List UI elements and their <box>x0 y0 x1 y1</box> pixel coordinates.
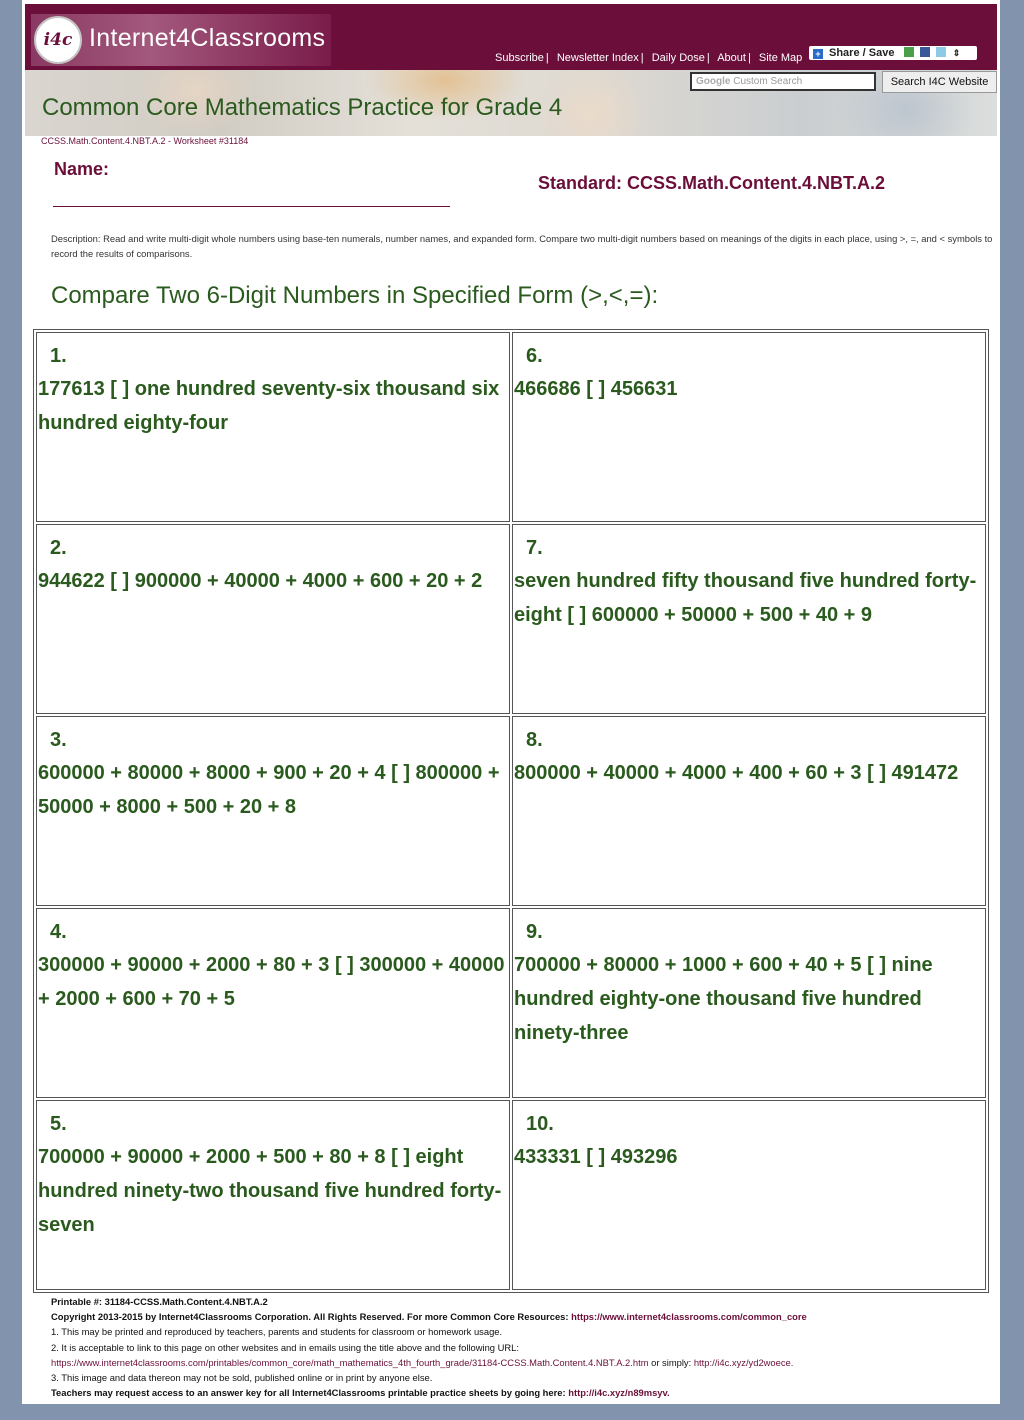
nav-daily-dose[interactable]: Daily Dose <box>651 52 705 64</box>
printable-number: Printable #: 31184-CCSS.Math.Content.4.NBT.A.2 <box>51 1296 268 1307</box>
question-cell <box>36 908 510 1098</box>
question-text: 800000 + 40000 + 4000 + 400 + 60 + 3 [ ] 491472 <box>514 762 959 784</box>
copyright-text: Copyright 2013-2015 by Internet4Classrooms Corporation. All Rights Reserved. For more Common Core Resources: <box>51 1311 572 1323</box>
question-number: 8. <box>526 729 543 751</box>
question-cell <box>512 908 986 1098</box>
logo-wordmark: Internet4Classrooms <box>89 24 326 52</box>
worksheet-url-link[interactable]: https://www.internet4classrooms.com/printables/common_core/math_mathematics_4th_fourth_grade/31184-CCSS.Math.Content.4.NBT.A.2.htm <box>51 1356 649 1368</box>
share-save-label: Share / Save <box>829 47 895 59</box>
page-title: Common Core Mathematics Practice for Grade 4 <box>42 94 563 121</box>
question-number: 2. <box>50 537 67 559</box>
footer <box>51 1294 991 1400</box>
nav-site-map[interactable]: Site Map <box>758 52 803 64</box>
question-number: 9. <box>526 921 543 943</box>
site-header <box>25 4 997 70</box>
short-url-link[interactable]: http://i4c.xyz/yd2woece. <box>693 1356 794 1368</box>
question-number: 7. <box>526 537 543 559</box>
question-cell <box>512 1100 986 1290</box>
question-text: seven hundred fifty thousand five hundred forty-eight [ ] 600000 + 50000 + 500 + 40 + 9 <box>514 570 977 626</box>
i4c-logo-icon: i4c <box>34 16 82 64</box>
share-plus-icon: + <box>813 49 823 59</box>
answer-key-text: Teachers may request access to an answer key for all Internet4Classrooms printable practice sheets by going here: <box>51 1387 569 1399</box>
copyright-line <box>51 1309 991 1324</box>
question-text: 700000 + 80000 + 1000 + 600 + 40 + 5 [ ] nine hundred eighty-one thousand five hundred ninety-three <box>514 954 933 1044</box>
answer-key-link[interactable]: http://i4c.xyz/n89msyv. <box>568 1387 670 1399</box>
usage-note-1: 1. This may be printed and reproduced by teachers, parents and students for classroom or homework usage. <box>51 1326 503 1338</box>
question-cell <box>512 716 986 906</box>
usage-note-2-url-line <box>51 1355 991 1370</box>
nav-about[interactable]: About <box>717 52 746 64</box>
question-text: 944622 [ ] 900000 + 40000 + 4000 + 600 + 20 + 2 <box>38 570 483 592</box>
search-placeholder: Custom Search <box>733 76 803 87</box>
question-number: 3. <box>50 729 67 751</box>
dropdown-icon: ⇕ <box>952 48 961 58</box>
question-text: 466686 [ ] 456631 <box>514 378 678 400</box>
question-text: 600000 + 80000 + 8000 + 900 + 20 + 4 [ ] 800000 + 50000 + 8000 + 500 + 20 + 8 <box>38 762 500 818</box>
question-number: 10. <box>526 1113 554 1135</box>
question-cell <box>36 524 510 714</box>
question-text: 300000 + 90000 + 2000 + 80 + 3 [ ] 300000 + 40000 + 2000 + 600 + 70 + 5 <box>38 954 505 1010</box>
common-core-link[interactable]: https://www.internet4classrooms.com/common_core <box>571 1311 807 1323</box>
standard-label: Standard: CCSS.Math.Content.4.NBT.A.2 <box>538 173 886 193</box>
name-label: Name: <box>54 159 110 179</box>
share-save-button[interactable] <box>809 46 977 60</box>
worksheet-page <box>22 0 1000 1404</box>
question-text: 700000 + 90000 + 2000 + 500 + 80 + 8 [ ] eight hundred ninety-two thousand five hundred forty-seven <box>38 1146 502 1236</box>
question-number: 5. <box>50 1113 67 1135</box>
usage-note-3: 3. This image and data thereon may not be sold, published online or in print by anyone else. <box>51 1372 433 1384</box>
question-cell <box>512 524 986 714</box>
name-blank-line <box>53 206 450 207</box>
answer-key-line <box>51 1385 991 1400</box>
question-grid <box>33 329 989 1293</box>
question-number: 6. <box>526 345 543 367</box>
search-input[interactable] <box>690 72 876 91</box>
question-cell <box>36 332 510 522</box>
facebook-icon <box>920 47 930 57</box>
search-button[interactable]: Search I4C Website <box>882 71 997 93</box>
usage-note-2: 2. It is acceptable to link to this page on other websites and in emails using the title above and the following URL: <box>51 1341 519 1353</box>
question-cell <box>512 332 986 522</box>
question-number: 4. <box>50 921 67 943</box>
question-number: 1. <box>50 345 67 367</box>
twitter-icon <box>936 47 946 57</box>
share-green-icon <box>904 47 914 57</box>
question-cell <box>36 716 510 906</box>
google-brand: Google <box>696 76 731 87</box>
question-cell <box>36 1100 510 1290</box>
description: Description: Read and write multi-digit whole numbers using base-ten numerals, number names, and expanded form. Compare two multi-digit numbers based on meanings of the digits in each place, using >, =, and < symbols to record the results of comparisons. <box>51 233 993 259</box>
worksheet-title: Compare Two 6-Digit Numbers in Specified Form (>,<,=): <box>51 282 659 309</box>
question-text: 177613 [ ] one hundred seventy-six thousand six hundred eighty-four <box>38 378 500 434</box>
question-text: 433331 [ ] 493296 <box>514 1146 678 1168</box>
breadcrumb: CCSS.Math.Content.4.NBT.A.2 - Worksheet #31184 <box>41 136 249 146</box>
top-navigation: Subscribe | Newsletter Index | Daily Dose | About | Site Map <box>495 52 803 64</box>
nav-newsletter-index[interactable]: Newsletter Index <box>556 52 639 64</box>
or-simply-text: or simply: <box>648 1356 694 1368</box>
site-logo[interactable] <box>31 14 331 66</box>
photo-banner <box>25 70 997 136</box>
nav-subscribe[interactable]: Subscribe <box>495 52 544 64</box>
